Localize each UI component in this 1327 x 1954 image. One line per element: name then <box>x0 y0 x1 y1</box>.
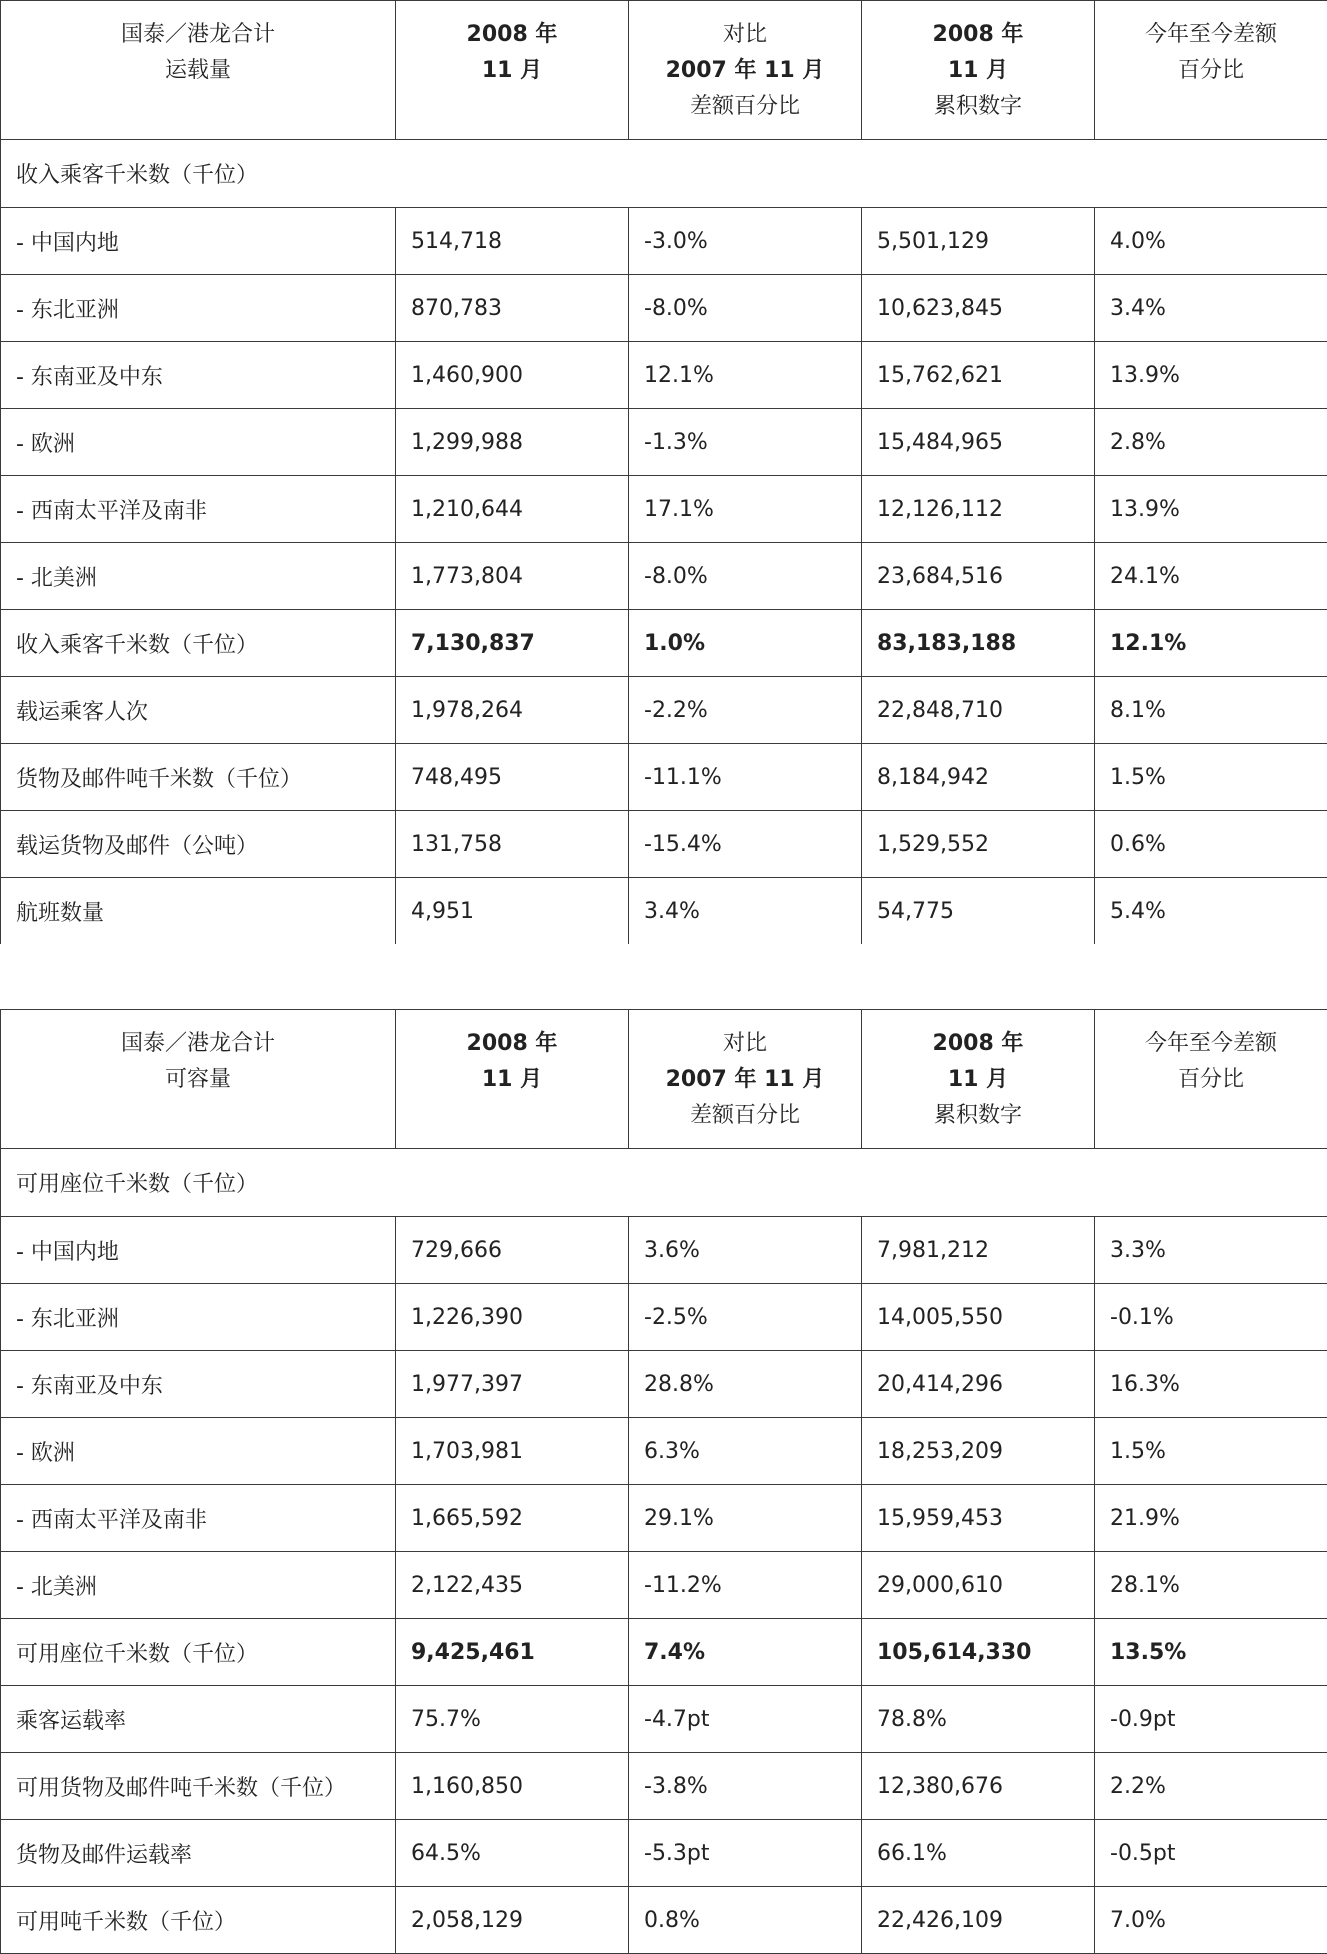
row-label: - 中国内地 <box>1 208 396 275</box>
cell-ytd: 22,848,710 <box>862 677 1095 744</box>
cell-month: 1,703,981 <box>396 1418 629 1485</box>
cell-month: 1,160,850 <box>396 1753 629 1820</box>
cell-ytd-change: 2.8% <box>1095 409 1327 476</box>
cell-ytd: 15,484,965 <box>862 409 1095 476</box>
cell-month: 1,210,644 <box>396 476 629 543</box>
row-label: - 欧洲 <box>1 1418 396 1485</box>
cell-ytd: 10,623,845 <box>862 275 1095 342</box>
cell-month: 729,666 <box>396 1217 629 1284</box>
cell-month: 514,718 <box>396 208 629 275</box>
cell-month: 1,977,397 <box>396 1351 629 1418</box>
cell-ytd: 83,183,188 <box>862 610 1095 677</box>
cell-month: 1,299,988 <box>396 409 629 476</box>
header-row <box>1 1 1327 140</box>
table-row <box>1 878 1327 945</box>
row-label: 货物及邮件运载率 <box>1 1820 396 1887</box>
row-label: 乘客运载率 <box>1 1686 396 1753</box>
header-month: 2008 年 11 月 <box>396 1010 629 1149</box>
cell-ytd: 8,184,942 <box>862 744 1095 811</box>
header-month: 2008 年 11 月 <box>396 1 629 140</box>
cell-month: 1,773,804 <box>396 543 629 610</box>
table-row <box>1 1485 1327 1552</box>
cell-yoy: -11.1% <box>629 744 862 811</box>
row-label: 可用货物及邮件吨千米数（千位） <box>1 1753 396 1820</box>
table-row <box>1 1552 1327 1619</box>
header-ytd-change: 今年至今差额 百分比 <box>1095 1010 1327 1149</box>
cell-month: 1,665,592 <box>396 1485 629 1552</box>
section-title: 收入乘客千米数（千位） <box>1 140 1327 208</box>
header-category: 国泰／港龙合计 可容量 <box>1 1010 396 1149</box>
cell-yoy: 28.8% <box>629 1351 862 1418</box>
row-label: - 东南亚及中东 <box>1 1351 396 1418</box>
cell-yoy: -15.4% <box>629 811 862 878</box>
row-label: - 北美洲 <box>1 1552 396 1619</box>
cell-month: 9,425,461 <box>396 1619 629 1686</box>
row-label: 航班数量 <box>1 878 396 945</box>
header-row <box>1 1010 1327 1149</box>
row-label: 可用座位千米数（千位） <box>1 1619 396 1686</box>
cell-yoy: -3.0% <box>629 208 862 275</box>
cell-yoy: 6.3% <box>629 1418 862 1485</box>
cell-ytd: 78.8% <box>862 1686 1095 1753</box>
cell-ytd: 12,126,112 <box>862 476 1095 543</box>
row-label: - 西南太平洋及南非 <box>1 1485 396 1552</box>
cell-yoy: -11.2% <box>629 1552 862 1619</box>
row-label: - 欧洲 <box>1 409 396 476</box>
table-row <box>1 1887 1327 1954</box>
section-row <box>1 140 1327 208</box>
table-row <box>1 1820 1327 1887</box>
cell-yoy: -8.0% <box>629 543 862 610</box>
table-row <box>1 275 1327 342</box>
cell-ytd-change: 3.3% <box>1095 1217 1327 1284</box>
cell-month: 2,122,435 <box>396 1552 629 1619</box>
cell-ytd-change: 13.9% <box>1095 342 1327 409</box>
cell-ytd-change: 0.6% <box>1095 811 1327 878</box>
cell-month: 7,130,837 <box>396 610 629 677</box>
cell-ytd: 22,426,109 <box>862 1887 1095 1954</box>
cell-ytd-change: 1.5% <box>1095 744 1327 811</box>
cell-ytd-change: 12.1% <box>1095 610 1327 677</box>
header-category: 国泰／港龙合计 运载量 <box>1 1 396 140</box>
cell-yoy: 29.1% <box>629 1485 862 1552</box>
cell-ytd-change: 21.9% <box>1095 1485 1327 1552</box>
table-row <box>1 1284 1327 1351</box>
cell-yoy: 7.4% <box>629 1619 862 1686</box>
section-row <box>1 1149 1327 1217</box>
row-label: 货物及邮件吨千米数（千位） <box>1 744 396 811</box>
header-yoy: 对比 2007 年 11 月 差额百分比 <box>629 1010 862 1149</box>
table-row <box>1 1418 1327 1485</box>
table-row <box>1 342 1327 409</box>
row-label: 载运乘客人次 <box>1 677 396 744</box>
cell-yoy: 3.6% <box>629 1217 862 1284</box>
cell-yoy: -3.8% <box>629 1753 862 1820</box>
cell-ytd: 18,253,209 <box>862 1418 1095 1485</box>
capacity-table <box>0 1009 1327 1954</box>
table-row <box>1 1351 1327 1418</box>
cell-ytd: 12,380,676 <box>862 1753 1095 1820</box>
total-row <box>1 610 1327 677</box>
cell-yoy: -5.3pt <box>629 1820 862 1887</box>
cell-month: 1,978,264 <box>396 677 629 744</box>
cell-month: 2,058,129 <box>396 1887 629 1954</box>
cell-ytd: 66.1% <box>862 1820 1095 1887</box>
cell-ytd-change: 5.4% <box>1095 878 1327 945</box>
cell-month: 1,460,900 <box>396 342 629 409</box>
total-row <box>1 1619 1327 1686</box>
cell-ytd: 23,684,516 <box>862 543 1095 610</box>
row-label: - 中国内地 <box>1 1217 396 1284</box>
cell-ytd-change: 7.0% <box>1095 1887 1327 1954</box>
cell-ytd-change: 2.2% <box>1095 1753 1327 1820</box>
cell-yoy: 17.1% <box>629 476 862 543</box>
row-label: - 东南亚及中东 <box>1 342 396 409</box>
cell-ytd: 29,000,610 <box>862 1552 1095 1619</box>
header-ytd: 2008 年 11 月 累积数字 <box>862 1 1095 140</box>
cell-ytd: 5,501,129 <box>862 208 1095 275</box>
table-row <box>1 677 1327 744</box>
traffic-table <box>0 0 1327 945</box>
cell-month: 4,951 <box>396 878 629 945</box>
cell-month: 1,226,390 <box>396 1284 629 1351</box>
cell-month: 131,758 <box>396 811 629 878</box>
cell-month: 64.5% <box>396 1820 629 1887</box>
cell-ytd-change: 13.5% <box>1095 1619 1327 1686</box>
header-ytd: 2008 年 11 月 累积数字 <box>862 1010 1095 1149</box>
cell-yoy: -4.7pt <box>629 1686 862 1753</box>
cell-ytd-change: 1.5% <box>1095 1418 1327 1485</box>
table-row <box>1 409 1327 476</box>
cell-ytd-change: -0.1% <box>1095 1284 1327 1351</box>
header-yoy: 对比 2007 年 11 月 差额百分比 <box>629 1 862 140</box>
cell-month: 870,783 <box>396 275 629 342</box>
cell-month: 75.7% <box>396 1686 629 1753</box>
cell-month: 748,495 <box>396 744 629 811</box>
table-row <box>1 1753 1327 1820</box>
header-ytd-change: 今年至今差额 百分比 <box>1095 1 1327 140</box>
table-row <box>1 1217 1327 1284</box>
cell-ytd-change: -0.5pt <box>1095 1820 1327 1887</box>
cell-yoy: -8.0% <box>629 275 862 342</box>
section-title: 可用座位千米数（千位） <box>1 1149 1327 1217</box>
row-label: 可用吨千米数（千位） <box>1 1887 396 1954</box>
cell-ytd-change: 24.1% <box>1095 543 1327 610</box>
cell-ytd-change: 13.9% <box>1095 476 1327 543</box>
row-label: 收入乘客千米数（千位） <box>1 610 396 677</box>
table-row <box>1 208 1327 275</box>
cell-yoy: 12.1% <box>629 342 862 409</box>
cell-ytd: 14,005,550 <box>862 1284 1095 1351</box>
cell-ytd: 105,614,330 <box>862 1619 1095 1686</box>
table-row <box>1 744 1327 811</box>
cell-yoy: 1.0% <box>629 610 862 677</box>
cell-ytd-change: 28.1% <box>1095 1552 1327 1619</box>
cell-ytd-change: 16.3% <box>1095 1351 1327 1418</box>
cell-ytd-change: 4.0% <box>1095 208 1327 275</box>
row-label: - 西南太平洋及南非 <box>1 476 396 543</box>
cell-ytd: 54,775 <box>862 878 1095 945</box>
cell-ytd-change: 8.1% <box>1095 677 1327 744</box>
cell-yoy: -2.2% <box>629 677 862 744</box>
row-label: - 东北亚洲 <box>1 1284 396 1351</box>
cell-ytd: 7,981,212 <box>862 1217 1095 1284</box>
row-label: - 东北亚洲 <box>1 275 396 342</box>
cell-yoy: -2.5% <box>629 1284 862 1351</box>
table-row <box>1 543 1327 610</box>
row-label: 载运货物及邮件（公吨） <box>1 811 396 878</box>
cell-ytd-change: 3.4% <box>1095 275 1327 342</box>
cell-yoy: 0.8% <box>629 1887 862 1954</box>
row-label: - 北美洲 <box>1 543 396 610</box>
cell-ytd: 15,959,453 <box>862 1485 1095 1552</box>
table-row <box>1 1686 1327 1753</box>
cell-ytd-change: -0.9pt <box>1095 1686 1327 1753</box>
table-row <box>1 476 1327 543</box>
table-row <box>1 811 1327 878</box>
cell-ytd: 15,762,621 <box>862 342 1095 409</box>
cell-ytd: 20,414,296 <box>862 1351 1095 1418</box>
cell-yoy: 3.4% <box>629 878 862 945</box>
table-spacer <box>0 944 1327 1009</box>
cell-yoy: -1.3% <box>629 409 862 476</box>
cell-ytd: 1,529,552 <box>862 811 1095 878</box>
